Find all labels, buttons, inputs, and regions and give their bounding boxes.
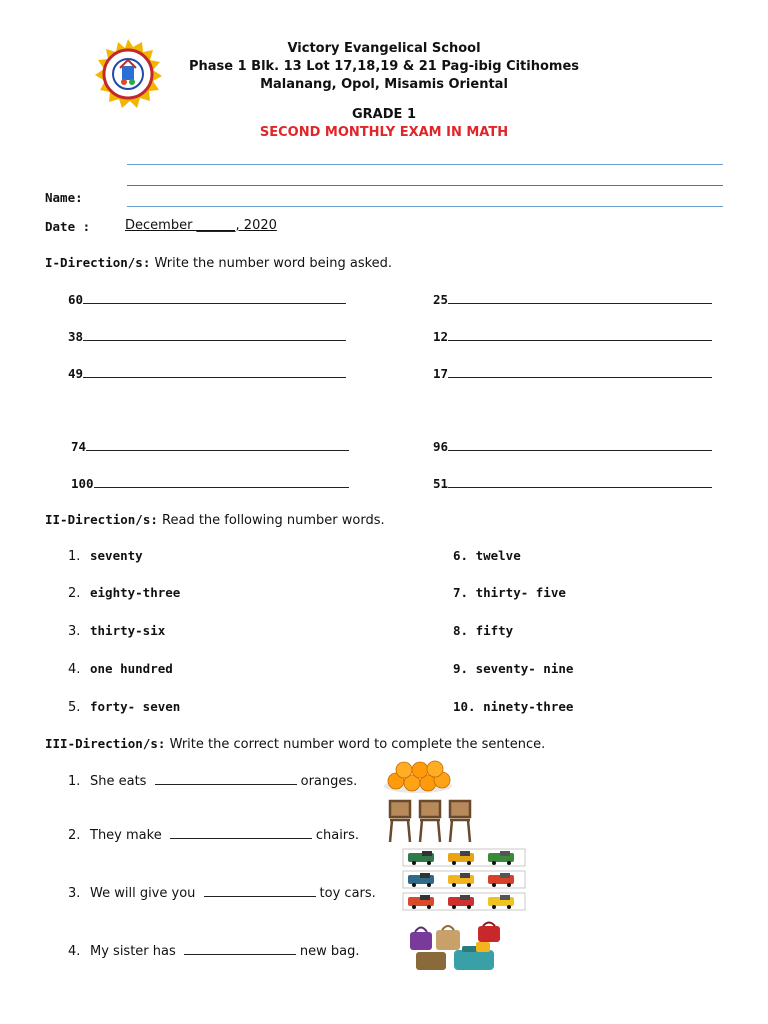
answer-item[interactable]: 60 [68, 292, 346, 307]
section2-instruction: Read the following number words. [162, 513, 385, 528]
bags-image [406, 920, 506, 974]
answer-item[interactable]: 96 [433, 439, 712, 454]
number-word-item: 7. thirty- five [453, 585, 566, 600]
section3-instruction: Write the correct number word to complete the sentence. [169, 737, 546, 752]
name-line-middle [127, 185, 723, 186]
answer-item[interactable]: 49 [68, 366, 346, 381]
number-word-item: 3. thirty-six [68, 623, 166, 639]
answer-item[interactable]: 100 [71, 476, 349, 491]
name-label: Name: [45, 190, 83, 205]
sentence-item[interactable]: 4. My sister has new bag. [68, 944, 360, 959]
section3-label: III-Direction/s: [45, 736, 166, 751]
section1-instruction: Write the number word being asked. [154, 256, 393, 271]
answer-item[interactable]: 17 [433, 366, 712, 381]
number-word-item: 4. one hundred [68, 661, 173, 677]
sentence-item[interactable]: 2. They make chairs. [68, 828, 360, 843]
oranges-image [382, 756, 454, 794]
chairs-image [386, 798, 476, 844]
section1-direction [45, 255, 392, 271]
sentence-item[interactable]: 3. We will give you toy cars. [68, 886, 376, 901]
school-address-line2: Malanang, Opol, Misamis Oriental [260, 77, 508, 92]
number-word-item: 9. seventy- nine [453, 661, 574, 676]
number-word-item: 10. ninety-three [453, 699, 574, 714]
answer-item[interactable]: 25 [433, 292, 712, 307]
answer-item[interactable]: 74 [71, 439, 349, 454]
date-label: Date : [45, 219, 91, 234]
name-line-bottom [127, 206, 723, 207]
sentence-item[interactable]: 1. She eats oranges. [68, 774, 358, 789]
section2-direction [45, 512, 385, 528]
school-address-line1: Phase 1 Blk. 13 Lot 17,18,19 & 21 Pag-ibig Citihomes [188, 59, 580, 74]
section3-direction [45, 736, 545, 752]
school-name: Victory Evangelical School [287, 41, 481, 56]
section1-label: I-Direction/s: [45, 255, 151, 270]
grade-label: GRADE 1 [352, 107, 416, 122]
number-word-item: 2. eighty-three [68, 585, 181, 601]
number-word-item: 6. twelve [453, 548, 521, 563]
toy-cars-image [402, 848, 526, 912]
name-line-top [127, 164, 723, 165]
answer-item[interactable]: 51 [433, 476, 712, 491]
number-word-item: 8. fifty [453, 623, 514, 638]
answer-item[interactable]: 38 [68, 329, 346, 344]
answer-item[interactable]: 12 [433, 329, 712, 344]
section2-label: II-Direction/s: [45, 512, 158, 527]
exam-title: SECOND MONTHLY EXAM IN MATH [259, 125, 509, 140]
number-word-item: 5. forty- seven [68, 699, 181, 715]
number-word-item: 1. seventy [68, 548, 143, 564]
date-value: December ______, 2020 [125, 218, 277, 233]
